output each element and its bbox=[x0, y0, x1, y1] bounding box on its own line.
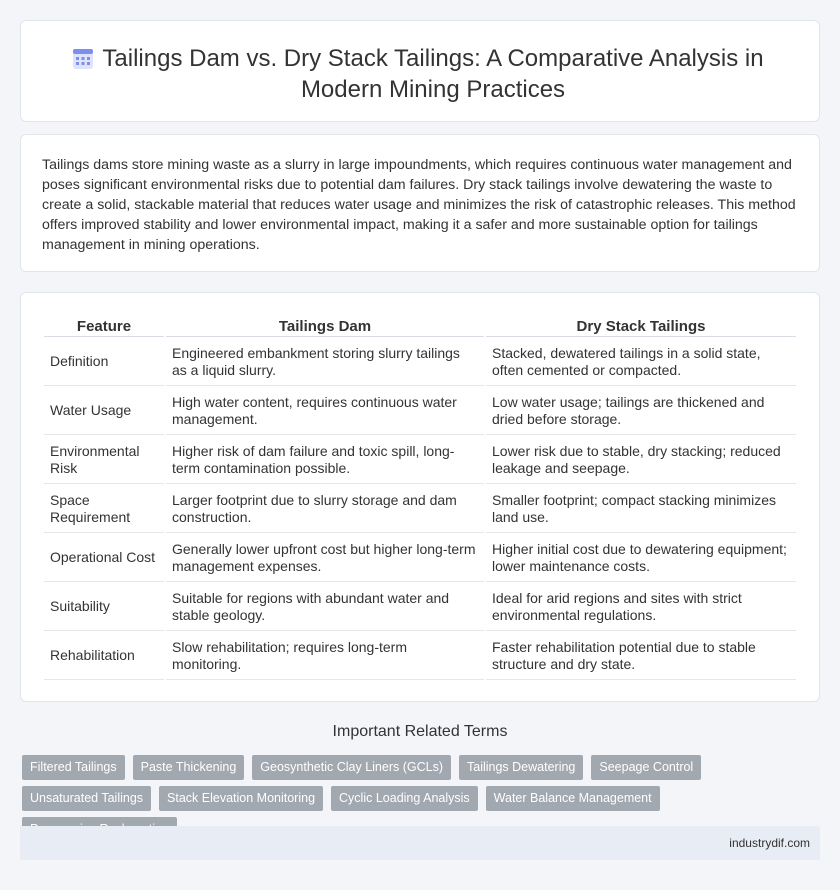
comparison-table-card bbox=[20, 292, 820, 702]
row-feature: Water Usage bbox=[44, 388, 164, 435]
row-feature: Operational Cost bbox=[44, 535, 164, 582]
row-tailings-dam: Slow rehabilitation; requires long-term monitoring. bbox=[166, 633, 484, 680]
footer-site-link[interactable]: industrydif.com bbox=[729, 836, 810, 850]
row-dry-stack: Higher initial cost due to dewatering equipment; lower maintenance costs. bbox=[486, 535, 796, 582]
title-card bbox=[20, 20, 820, 122]
row-dry-stack: Low water usage; tailings are thickened and dried before storage. bbox=[486, 388, 796, 435]
related-term-tag[interactable]: Paste Thickening bbox=[133, 755, 245, 780]
row-tailings-dam: Larger footprint due to slurry storage and dam construction. bbox=[166, 486, 484, 533]
header-tailings-dam: Tailings Dam bbox=[166, 317, 484, 337]
related-term-tag[interactable]: Filtered Tailings bbox=[22, 755, 125, 780]
related-term-tag[interactable]: Seepage Control bbox=[591, 755, 701, 780]
related-term-tag[interactable]: Unsaturated Tailings bbox=[22, 786, 151, 811]
row-tailings-dam: Higher risk of dam failure and toxic spill, long-term contamination possible. bbox=[166, 437, 484, 484]
row-tailings-dam: Suitable for regions with abundant water and stable geology. bbox=[166, 584, 484, 631]
table-header-row bbox=[44, 317, 796, 337]
table-row bbox=[44, 584, 796, 631]
header-feature: Feature bbox=[44, 317, 164, 337]
table-row bbox=[44, 486, 796, 533]
table-row bbox=[44, 535, 796, 582]
row-feature: Suitability bbox=[44, 584, 164, 631]
row-dry-stack: Lower risk due to stable, dry stacking; reduced leakage and seepage. bbox=[486, 437, 796, 484]
row-dry-stack: Smaller footprint; compact stacking minimizes land use. bbox=[486, 486, 796, 533]
row-dry-stack: Ideal for arid regions and sites with strict environmental regulations. bbox=[486, 584, 796, 631]
row-feature: Space Requirement bbox=[44, 486, 164, 533]
page-title: Tailings Dam vs. Dry Stack Tailings: A Comparative Analysis in Modern Mining Practices bbox=[102, 45, 764, 103]
related-term-tag[interactable]: Tailings Dewatering bbox=[459, 755, 583, 780]
related-terms-heading: Important Related Terms bbox=[332, 723, 508, 740]
title-wrap bbox=[21, 43, 819, 105]
row-dry-stack: Faster rehabilitation potential due to stable structure and dry state. bbox=[486, 633, 796, 680]
row-tailings-dam: Engineered embankment storing slurry tailings as a liquid slurry. bbox=[166, 339, 484, 386]
comparison-table bbox=[42, 315, 798, 682]
related-term-tag[interactable]: Stack Elevation Monitoring bbox=[159, 786, 323, 811]
row-tailings-dam: High water content, requires continuous water management. bbox=[166, 388, 484, 435]
table-row bbox=[44, 339, 796, 386]
row-feature: Rehabilitation bbox=[44, 633, 164, 680]
building-grid-icon bbox=[71, 47, 95, 71]
header-dry-stack: Dry Stack Tailings bbox=[486, 317, 796, 337]
row-feature: Definition bbox=[44, 339, 164, 386]
row-tailings-dam: Generally lower upfront cost but higher long-term management expenses. bbox=[166, 535, 484, 582]
related-term-tag[interactable]: Water Balance Management bbox=[486, 786, 660, 811]
intro-card bbox=[20, 134, 820, 272]
footer bbox=[20, 826, 820, 860]
table-row bbox=[44, 388, 796, 435]
related-term-tag[interactable]: Cyclic Loading Analysis bbox=[331, 786, 478, 811]
row-feature: Environmental Risk bbox=[44, 437, 164, 484]
related-term-tag[interactable]: Geosynthetic Clay Liners (GCLs) bbox=[252, 755, 451, 780]
table-row bbox=[44, 633, 796, 680]
intro-paragraph: Tailings dams store mining waste as a slurry in large impoundments, which requires continuous water management and poses significant environmental risks due to potential dam failures. Dry stack tailings involve dewatering the waste to create a solid, stackable material that reduces water usage and minimizes the risk of catastrophic releases. This method offers improved stability and lower environmental impact, making it a safer and more sustainable option for tailings management in mining operations. bbox=[42, 157, 796, 253]
table-row bbox=[44, 437, 796, 484]
row-dry-stack: Stacked, dewatered tailings in a solid state, often cemented or compacted. bbox=[486, 339, 796, 386]
